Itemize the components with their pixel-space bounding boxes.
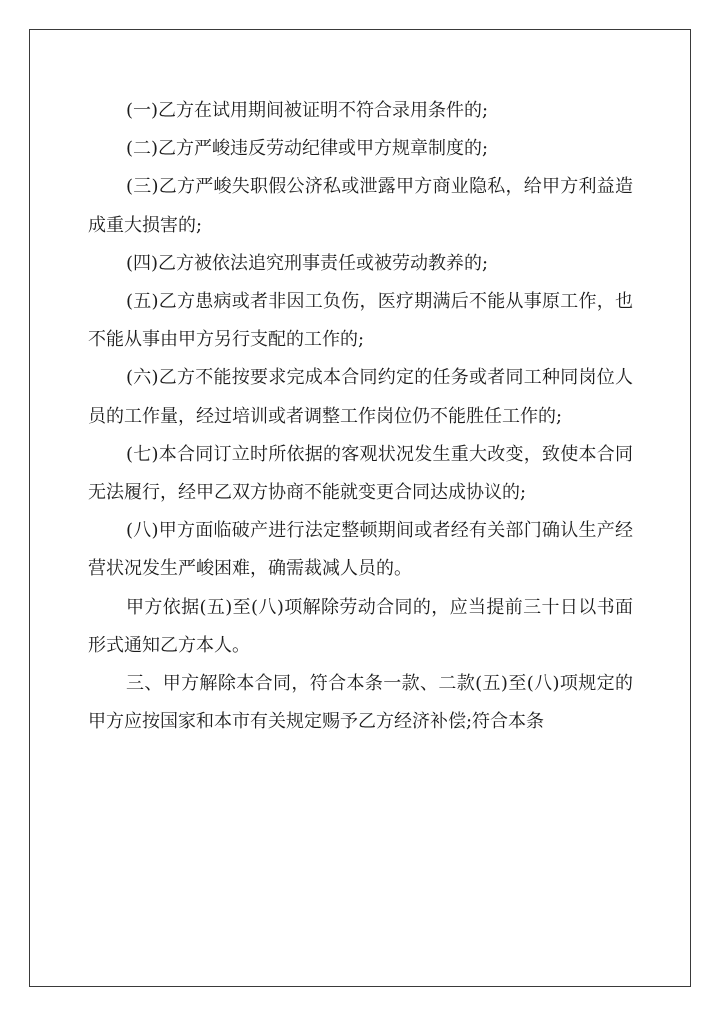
paragraph-clause-6: (六)乙方不能按要求完成本合同约定的任务或者同工种同岗位人员的工作量，经过培训或者调整工作岗位仍不能胜任工作的; [88, 367, 633, 427]
paragraph-clause-2: (二)乙方严峻违反劳动纪律或甲方规章制度的; [126, 138, 489, 160]
paragraph-clause-5: (五)乙方患病或者非因工负伤，医疗期满后不能从事原工作，也不能从事由甲方另行支配的工作的; [88, 291, 633, 351]
document-body [88, 92, 633, 741]
paragraph-clause-1: (一)乙方在试用期间被证明不符合录用条件的; [126, 100, 489, 121]
paragraph-clause-4: (四)乙方被依法追究刑事责任或被劳动教养的; [126, 252, 489, 274]
paragraph-clause-7: (七)本合同订立时所依据的客观状况发生重大改变，致使本合同无法履行，经甲乙双方协商不能就变更合同达成协议的; [88, 443, 633, 504]
paragraph-clause-8: (八)甲方面临破产进行法定整顿期间或者经有关部门确认生产经营状况发生严峻困难，确需裁减人员的。 [88, 520, 633, 580]
paragraph-notice: 甲方依据(五)至(八)项解除劳动合同的，应当提前三十日以书面形式通知乙方本人。 [88, 596, 633, 656]
paragraph-clause-3: (三)乙方严峻失职假公济私或泄露甲方商业隐私，给甲方利益造成重大损害的; [88, 176, 633, 236]
paragraph-section-three: 三、甲方解除本合同，符合本条一款、二款(五)至(八)项规定的甲方应按国家和本市有关规定赐予乙方经济补偿;符合本条 [88, 673, 633, 733]
